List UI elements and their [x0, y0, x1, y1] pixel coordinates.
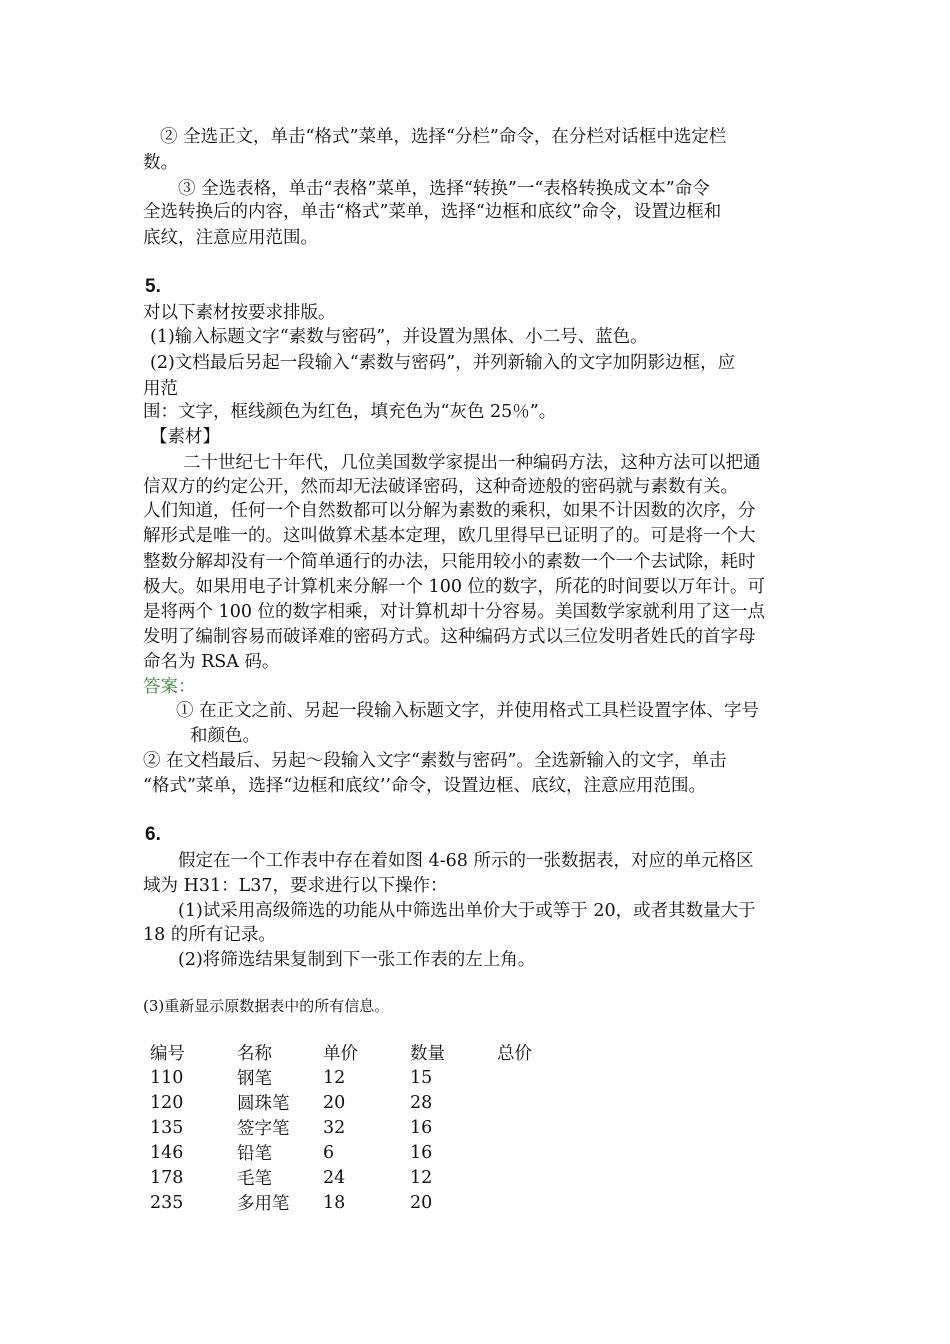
q4-step3-line1: ③ 全选表格，单击“表格”菜单，选择“转换”一“表格转换成文本”命令 [178, 179, 710, 199]
table-cell: 16 [410, 1142, 433, 1163]
table-cell: 20 [410, 1192, 433, 1213]
q5-ans1-line2: 和颜色。 [190, 726, 260, 746]
q6-desc-line2: 域为 H31：L37，要求进行以下操作： [143, 876, 448, 896]
table-cell [497, 1165, 577, 1190]
table-row [150, 1090, 577, 1115]
q5-ans2-line2: “格式”菜单，选择“边框和底纹’’命令，设置边框、底纹，注意应用范围。 [143, 776, 706, 796]
table-cell: 235 [150, 1192, 184, 1213]
q5-ans2-line1: ② 在文档最后、另起～段输入文字“素数与密码”。全选新输入的文字，单击 [143, 751, 727, 771]
q6-desc-line1: 假定在一个工作表中存在着如图 4-68 所示的一张数据表，对应的单元格区 [178, 851, 754, 871]
table-cell: 135 [150, 1117, 184, 1138]
table-cell: 110 [150, 1067, 184, 1088]
table-cell: 20 [323, 1092, 346, 1113]
table-cell: 钢笔 [237, 1069, 272, 1089]
q4-step3-line2: 全选转换后的内容，单击“格式”菜单，选择“边框和底纹”命令，设置边框和 [143, 202, 722, 222]
table-cell: 24 [323, 1167, 346, 1188]
table-header: 名称 [237, 1044, 272, 1064]
q4-step3-line3: 底纹，注意应用范围。 [143, 228, 318, 248]
table-cell: 146 [150, 1142, 184, 1163]
table-header: 编号 [150, 1044, 185, 1064]
material-label: 【素材】 [150, 427, 220, 447]
material-line: 极大。如果用电子计算机来分解一个 100 位的数字，所花的时间要以万年计。可 [143, 577, 766, 597]
table-cell: 毛笔 [237, 1169, 272, 1189]
q5-number: 5. [145, 276, 161, 297]
table-cell [497, 1190, 577, 1215]
q5-req1: (1)输入标题文字“素数与密码”，并设置为黑体、小二号、蓝色。 [150, 327, 648, 347]
material-line: 信双方的约定公开，然而却无法破译密码，这种奇迹般的密码就与素数有关。 [143, 477, 738, 497]
material-line: 是将两个 100 位的数字相乘，对计算机却十分容易。美国数学家就利用了这一点 [143, 602, 766, 622]
q5-req2-line3: 围：文字，框线颜色为红色，填充色为“灰色 25％”。 [143, 402, 557, 422]
table-cell [497, 1065, 577, 1090]
q6-number: 6. [145, 824, 161, 845]
material-line: 整数分解却没有一个简单通行的办法，只能用较小的素数一个一个去试除，耗时 [143, 552, 756, 572]
table-cell: 178 [150, 1167, 184, 1188]
q6-op1-line2: 18 的所有记录。 [143, 925, 276, 945]
material-line: 命名为 RSA 码。 [143, 652, 280, 672]
table-header: 单价 [323, 1044, 358, 1064]
table-cell: 铅笔 [237, 1144, 272, 1164]
q4-step2-line2: 数。 [143, 153, 178, 173]
material-line: 发明了编制容易而破译难的密码方式。这种编码方式以三位发明者姓氏的首字母 [143, 627, 756, 647]
table-row [150, 1115, 577, 1140]
table-cell: 16 [410, 1117, 433, 1138]
q5-req2-line2: 用范 [143, 379, 178, 399]
table-cell: 32 [323, 1117, 346, 1138]
table-cell: 12 [410, 1167, 433, 1188]
q6-op1-line1: (1)试采用高级筛选的功能从中筛选出单价大于或等于 20，或者其数量大于 [178, 901, 756, 921]
answer-label: 答案： [143, 677, 196, 697]
table-row [150, 1190, 577, 1215]
table-header: 总价 [497, 1044, 532, 1064]
q4-step2-line1: ② 全选正文，单击“格式”菜单，选择“分栏”命令，在分栏对话框中选定栏 [160, 127, 727, 147]
table-cell [497, 1140, 577, 1165]
table-header: 数量 [410, 1044, 445, 1064]
q5-ans1-line1: ① 在正文之前、另起一段输入标题文字，并使用格式工具栏设置字体、字号 [176, 701, 760, 721]
table-cell: 18 [323, 1192, 346, 1213]
q5-intro: 对以下素材按要求排版。 [143, 303, 336, 323]
q6-op2: (2)将筛选结果复制到下一张工作表的左上角。 [178, 950, 536, 970]
table-cell: 28 [410, 1092, 433, 1113]
q6-op3: (3)重新显示原数据表中的所有信息。 [143, 997, 390, 1015]
table-cell: 6 [323, 1142, 335, 1163]
table-cell: 圆珠笔 [237, 1094, 290, 1114]
q5-req2-line1: (2)文档最后另起一段输入“素数与密码”，并列新输入的文字加阴影边框，应 [150, 353, 736, 373]
table-row [150, 1140, 577, 1165]
table-row [150, 1065, 577, 1090]
table-row [150, 1165, 577, 1190]
material-line: 二十世纪七十年代，几位美国数学家提出一种编码方法，这种方法可以把通 [183, 453, 761, 473]
table-cell: 15 [410, 1067, 433, 1088]
table-cell [497, 1090, 577, 1115]
material-line: 人们知道，任何一个自然数都可以分解为素数的乘积，如果不计因数的次序，分 [143, 501, 756, 521]
table-cell: 12 [323, 1067, 346, 1088]
table-cell [497, 1115, 577, 1140]
data-table [150, 1040, 577, 1215]
table-cell: 签字笔 [237, 1119, 290, 1139]
table-header-row [150, 1040, 577, 1065]
table-cell: 多用笔 [237, 1194, 290, 1214]
table-cell: 120 [150, 1092, 184, 1113]
material-line: 解形式是唯一的。这叫做算术基本定理，欧几里得早已证明了的。可是将一个大 [143, 526, 756, 546]
